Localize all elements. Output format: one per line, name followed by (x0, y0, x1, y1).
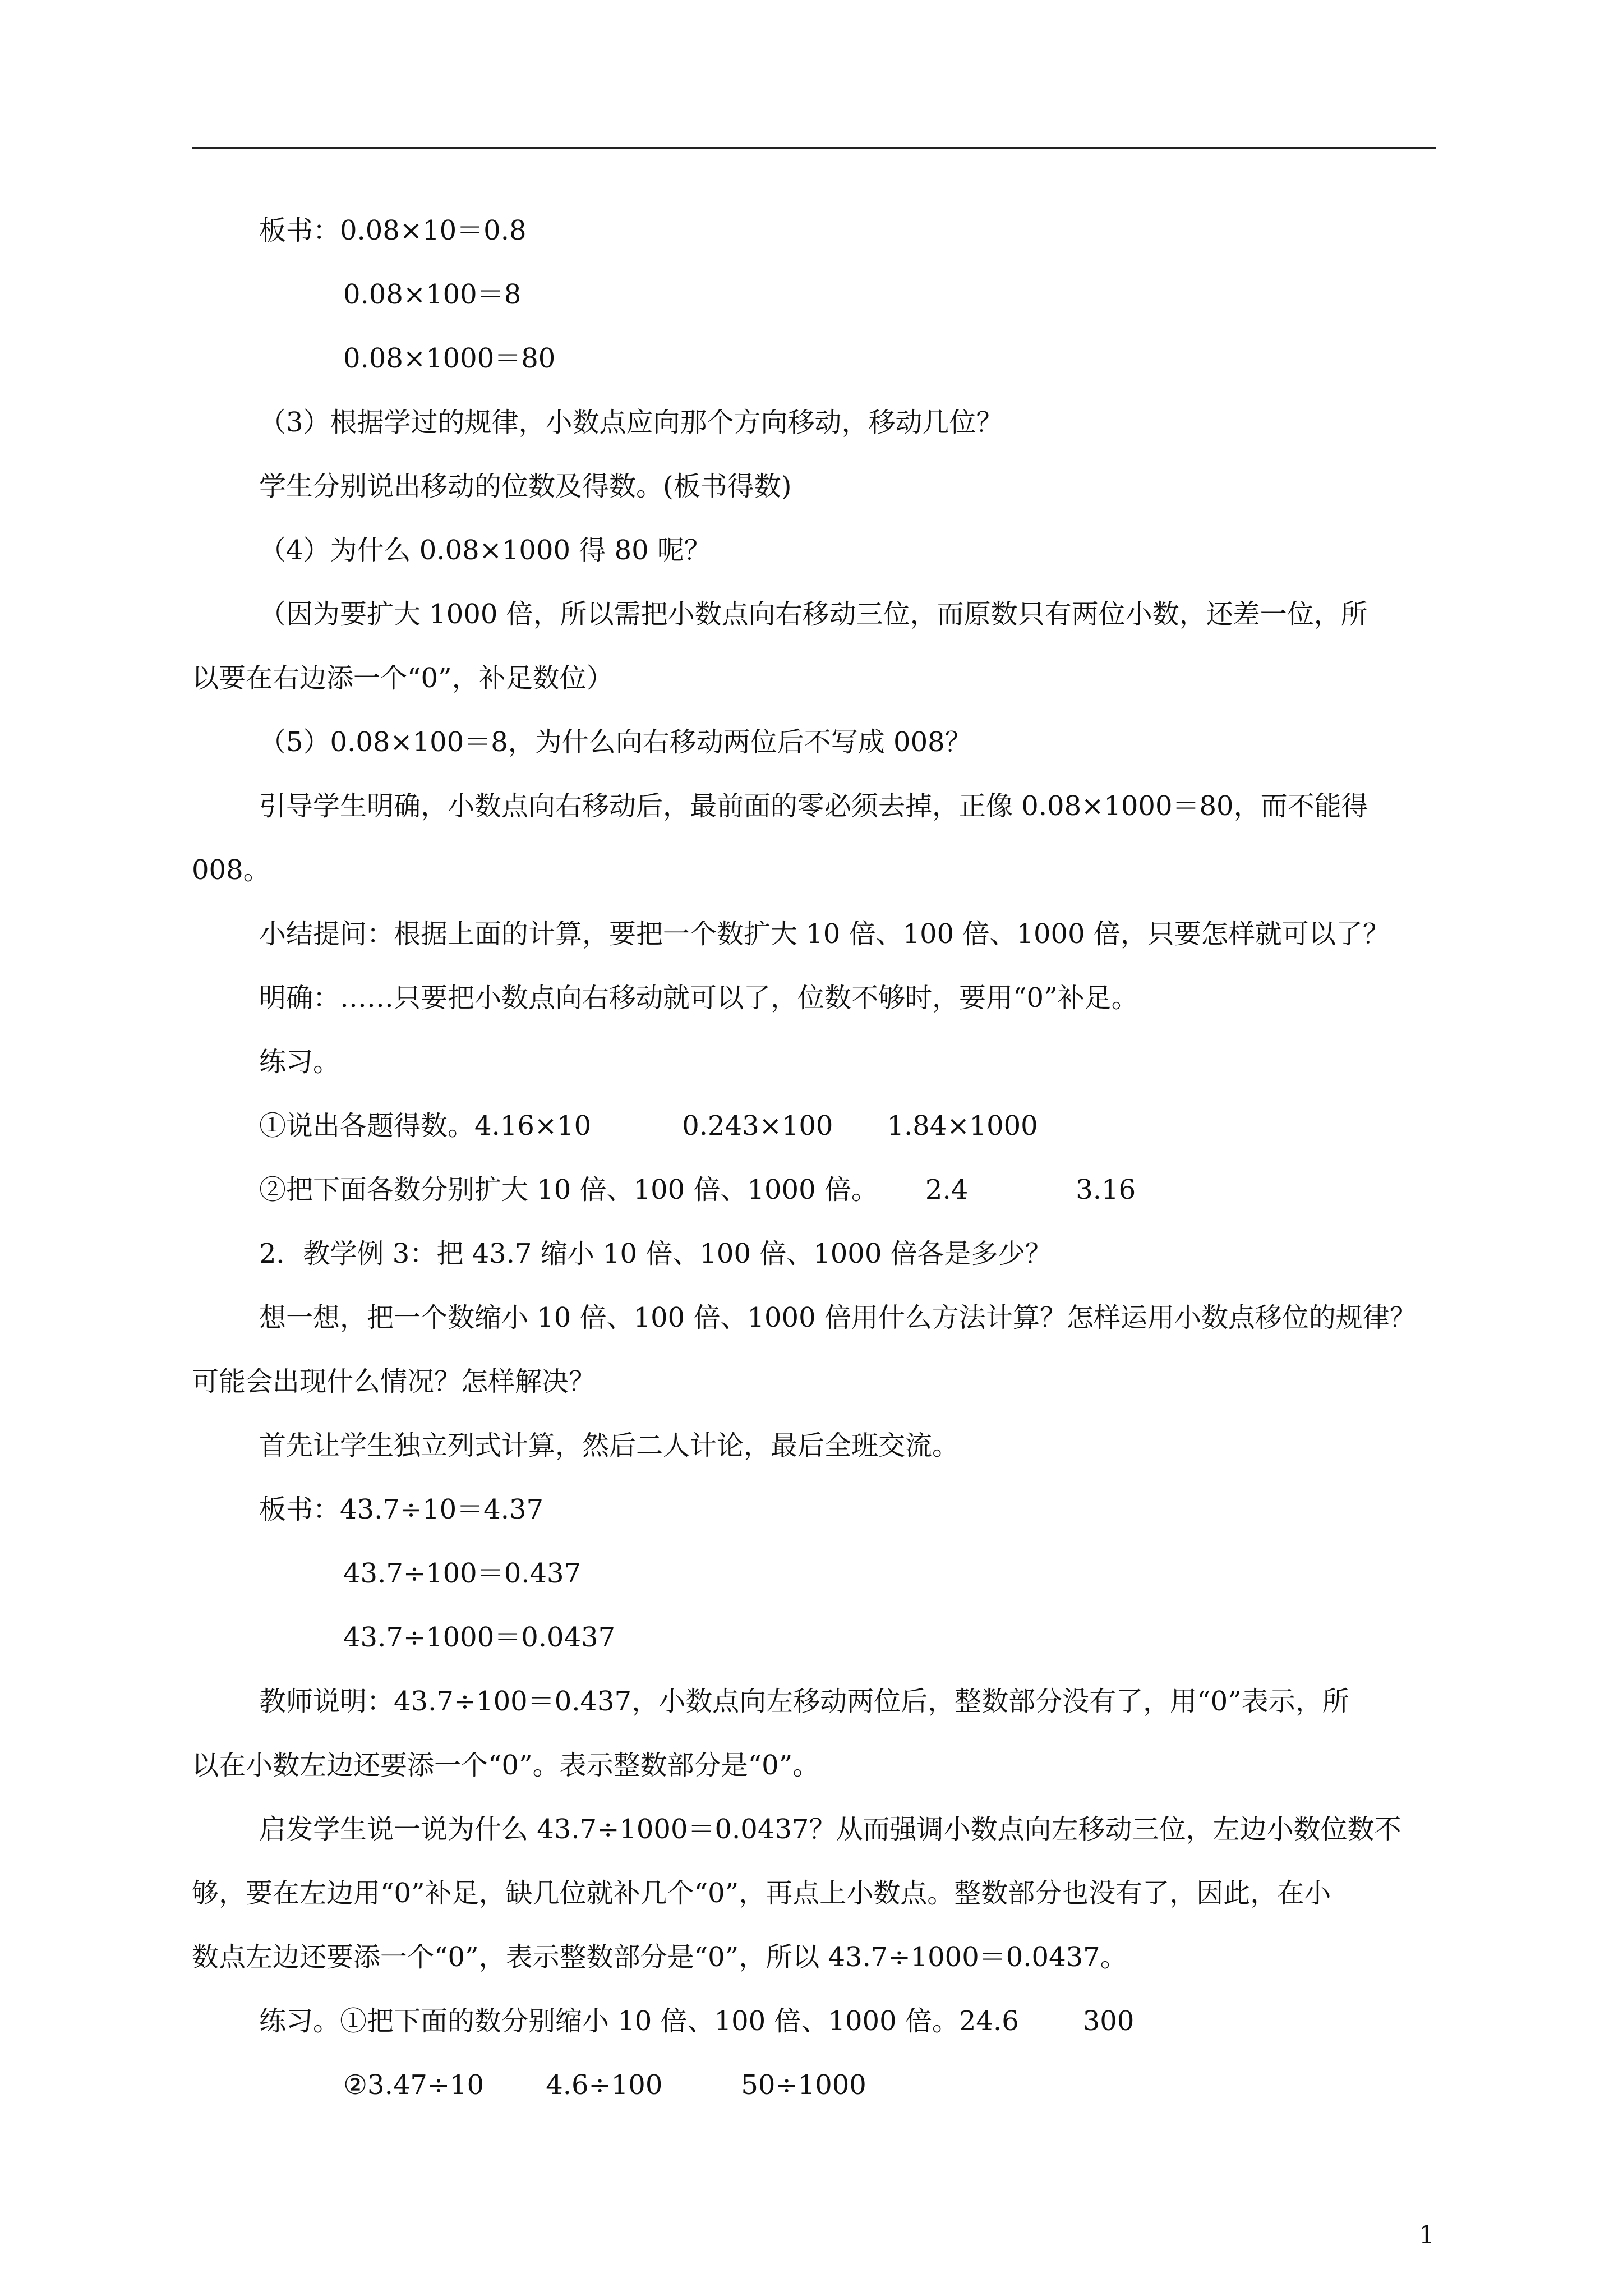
board-line-2: 0.08×100＝8 (343, 279, 522, 310)
practice-2-item-2-expr-3: 50÷1000 (741, 2069, 866, 2101)
paragraph-students-calculate: 首先让学生独立列式计算，然后二人计论，最后全班交流。 (259, 1430, 960, 1461)
practice-item-1-text: ①说出各题得数。4.16×10 (259, 1110, 592, 1142)
practice-2-item-1 (259, 2004, 1134, 2038)
guidance-line-2: 008。 (192, 854, 270, 886)
practice-item-2-num-1: 2.4 (925, 1174, 969, 1205)
paragraph-students-answer: 学生分别说出移动的位数及得数。(板书得数) (259, 471, 792, 502)
teacher-note-line-2: 以在小数左边还要添一个“0”。表示整数部分是“0”。 (192, 1750, 820, 1781)
board-div-line-2: 43.7÷100＝0.437 (343, 1558, 582, 1589)
teacher-note-line-1: 教师说明：43.7÷100＝0.437，小数点向左移动两位后，整数部分没有了，用“0”表示，所 (259, 1686, 1349, 1717)
practice-item-2-num-2: 3.16 (1076, 1174, 1136, 1205)
practice-item-2 (259, 1173, 1136, 1207)
practice-2-item-2 (343, 2068, 866, 2102)
practice-item-1 (259, 1109, 1038, 1143)
practice-2-item-1-num: 300 (1082, 2005, 1135, 2037)
board-line-1: 板书：0.08×10＝0.8 (259, 215, 527, 246)
board-line-3: 0.08×1000＝80 (343, 343, 556, 374)
explanation-line-1: （因为要扩大 1000 倍，所以需把小数点向右移动三位，而原数只有两位小数，还差一位，所 (259, 599, 1368, 630)
header-rule (192, 147, 1436, 149)
example-3-heading: 2．教学例 3：把 43.7 缩小 10 倍、100 倍、1000 倍各是多少？ (259, 1238, 1052, 1269)
summary-question: 小结提问：根据上面的计算，要把一个数扩大 10 倍、100 倍、1000 倍，只要怎样就可以了？ (259, 918, 1390, 950)
clarification: 明确：……只要把小数点向右移动就可以了，位数不够时，要用“0”补足。 (259, 982, 1138, 1014)
think-line-1: 想一想，把一个数缩小 10 倍、100 倍、1000 倍用什么方法计算？怎样运用小数点移位的规律？ (259, 1302, 1417, 1333)
think-line-2: 可能会出现什么情况？怎样解决？ (192, 1366, 596, 1397)
practice-item-1-expr-2: 0.243×100 (682, 1110, 833, 1142)
board-div-line-3: 43.7÷1000＝0.0437 (343, 1622, 616, 1653)
explanation-line-2: 以要在右边添一个“0”，补足数位） (192, 662, 614, 694)
practice-item-2-text: ②把下面各数分别扩大 10 倍、100 倍、1000 倍。 (259, 1174, 878, 1205)
inspire-line-3: 数点左边还要添一个“0”，表示整数部分是“0”，所以 43.7÷1000＝0.0437。 (192, 1941, 1127, 1973)
question-3: （3）根据学过的规律，小数点应向那个方向移动，移动几位？ (259, 407, 1003, 438)
practice-item-1-expr-3: 1.84×1000 (887, 1110, 1038, 1142)
question-5: （5）0.08×100＝8，为什么向右移动两位后不写成 008？ (259, 726, 972, 758)
practice-2-item-1-text: 练习。①把下面的数分别缩小 10 倍、100 倍、1000 倍。24.6 (259, 2005, 1019, 2037)
board-div-line-1: 板书：43.7÷10＝4.37 (259, 1494, 544, 1525)
page-number: 1 (1419, 2221, 1435, 2249)
question-4: （4）为什么 0.08×1000 得 80 呢？ (259, 535, 711, 566)
practice-heading: 练习。 (259, 1046, 340, 1078)
inspire-line-2: 够，要在左边用“0”补足，缺几位就补几个“0”，再点上小数点。整数部分也没有了，因此，在小 (192, 1878, 1331, 1909)
guidance-line-1: 引导学生明确，小数点向右移动后，最前面的零必须去掉，正像 0.08×1000＝80，而不能得 (259, 790, 1368, 822)
practice-2-item-2-expr-1: ②3.47÷10 (343, 2069, 485, 2101)
inspire-line-1: 启发学生说一说为什么 43.7÷1000＝0.0437？从而强调小数点向左移动三位，左边小数位数不 (259, 1814, 1401, 1845)
practice-2-item-2-expr-2: 4.6÷100 (546, 2069, 663, 2101)
